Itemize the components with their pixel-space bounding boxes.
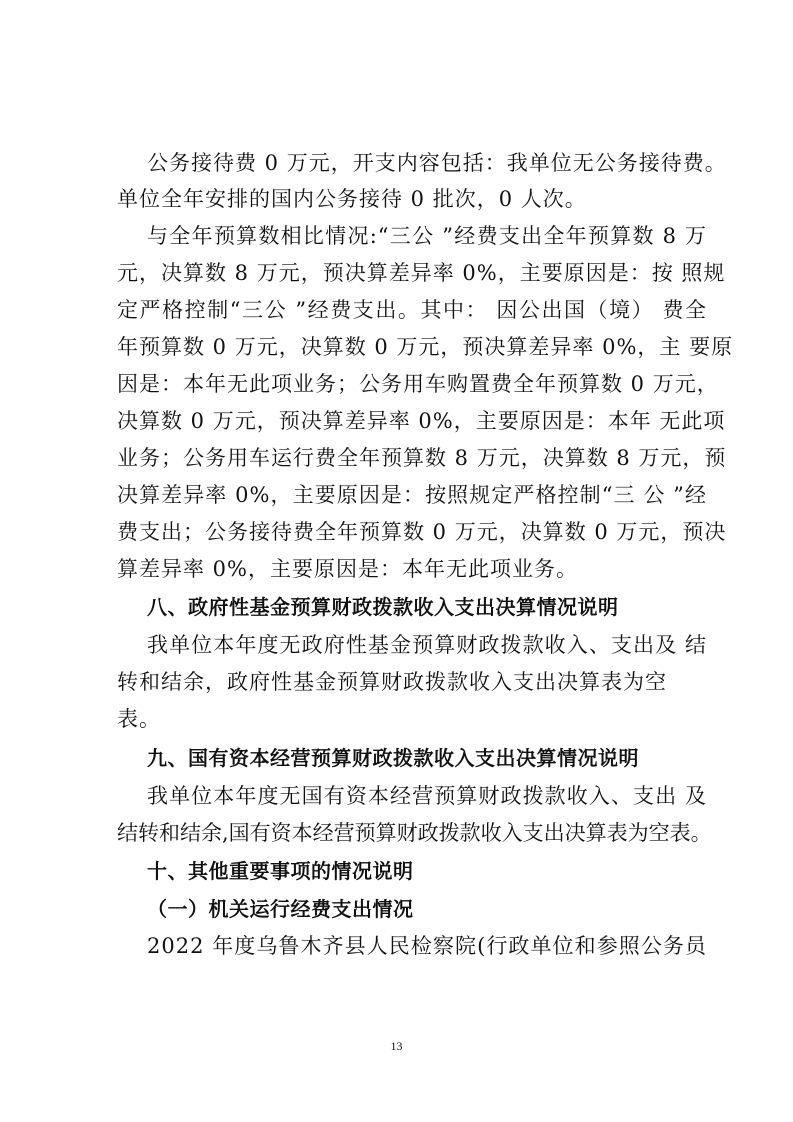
paragraph-line: 定严格控制“三公 ”经费支出。其中： 因公出国（境） 费全	[117, 298, 707, 322]
paragraph-line: 我单位本年度无政府性基金预算财政拨款收入、支出及 结	[147, 633, 707, 657]
subsection-heading-1: （一）机关运行经费支出情况	[147, 897, 414, 921]
paragraph-line: 决算数 0 万元，预决算差异率 0%，主要原因是：本年 无此项	[117, 409, 726, 433]
paragraph-line: 转和结余，政府性基金预算财政拨款收入支出决算表为空	[117, 670, 667, 694]
section-heading-9: 九、国有资本经营预算财政拨款收入支出决算情况说明	[147, 746, 639, 770]
paragraph-line: 结转和结余,国有资本经营预算财政拨款收入支出决算表为空表。	[117, 821, 712, 845]
paragraph-line: 表。	[117, 707, 161, 731]
paragraph-line: 单位全年安排的国内公务接待 0 批次，0 人次。	[117, 187, 587, 211]
paragraph-line: 与全年预算数相比情况:“三公 ”经费支出全年预算数 8 万	[147, 224, 707, 248]
paragraph-line: 因是：本年无此项业务；公务用车购置费全年预算数 0 万元，	[117, 372, 719, 396]
paragraph-line: 公务接待费 0 万元，开支内容包括：我单位无公务接待费。	[147, 151, 727, 175]
paragraph-line: 费支出；公务接待费全年预算数 0 万元，决算数 0 万元，预决	[117, 520, 727, 544]
paragraph-line: 决算差异率 0%，主要原因是：按照规定严格控制“三 公 ”经	[117, 483, 707, 507]
section-heading-10: 十、其他重要事项的情况说明	[147, 859, 414, 883]
paragraph-line: 算差异率 0%，主要原因是：本年无此项业务。	[117, 557, 578, 581]
paragraph-line: 元，决算数 8 万元，预决算差异率 0%，主要原因是：按 照规	[117, 261, 726, 285]
paragraph-line: 业务；公务用车运行费全年预算数 8 万元，决算数 8 万元，预	[117, 446, 727, 470]
paragraph-line: 我单位本年度无国有资本经营预算财政拨款收入、支出 及	[147, 784, 707, 808]
page-number: 13	[390, 1039, 403, 1053]
paragraph-line: 年预算数 0 万元，决算数 0 万元，预决算差异率 0%，主 要原	[117, 335, 734, 359]
paragraph-line: 2022 年度乌鲁木齐县人民检察院(行政单位和参照公务员	[147, 934, 707, 958]
section-heading-8: 八、政府性基金预算财政拨款收入支出决算情况说明	[147, 595, 619, 619]
